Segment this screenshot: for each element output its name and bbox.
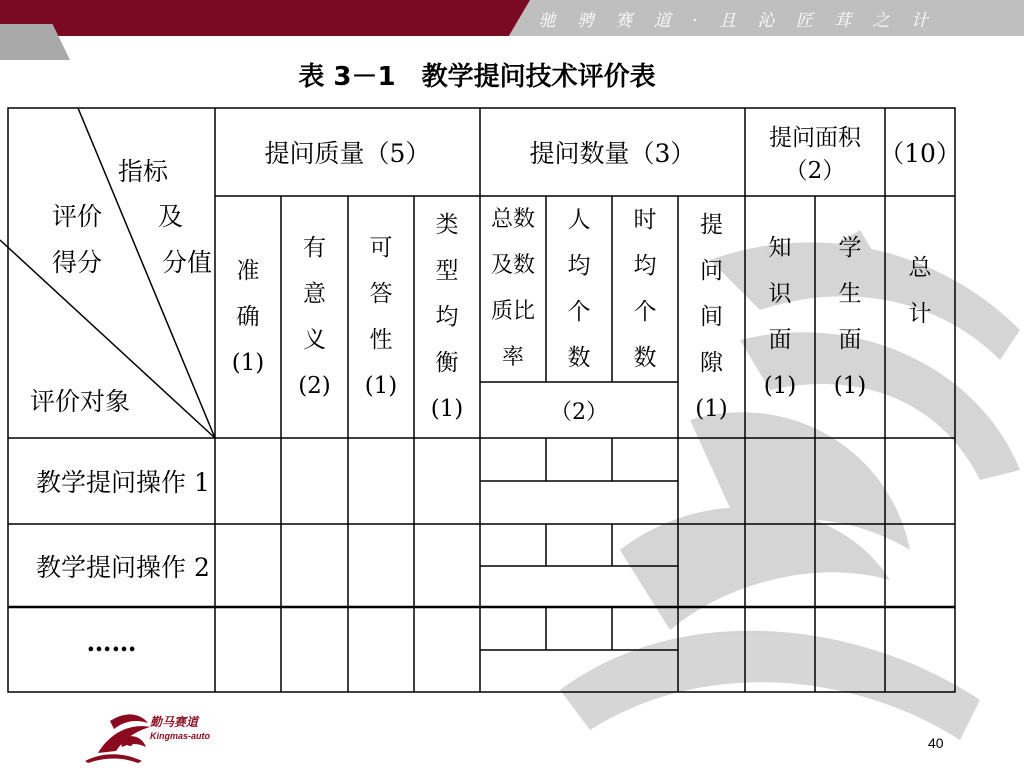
corner-label-value: 分值: [162, 248, 213, 277]
subheader-grand-total: 总 计: [908, 255, 932, 327]
subheader-meaningful: 有 意 义 (2): [298, 235, 331, 399]
subheader-per-person: 人 均 个 数: [567, 207, 591, 371]
subheader-per-time: 时 均 个 数: [633, 207, 657, 371]
table-row-label: 教学提问操作 2: [36, 552, 210, 582]
header-red-band: [0, 0, 530, 36]
subheader-quantity-subtotal: （2）: [550, 399, 608, 425]
logo-chinese-name: 勤马赛道: [150, 715, 199, 729]
group-header-quantity: 提问数量（3）: [529, 139, 696, 168]
subheader-student-area: 学 生 面 (1): [833, 235, 867, 399]
page-number: 40: [928, 735, 944, 751]
logo-english-name: Kingmas-auto: [150, 731, 211, 741]
corner-label-and: 及: [158, 202, 184, 231]
subheader-accuracy: 准 确 (1): [231, 258, 265, 376]
page-title: 表 3－1 教学提问技术评价表: [298, 62, 656, 92]
corner-label-score: 得分: [52, 248, 103, 277]
subheader-interval: 提 问 间 隙 (1): [695, 212, 728, 422]
header-slogan: 驰 骋 赛 道 · 且 沁 匠 茸 之 计: [538, 11, 936, 31]
corner-label-indicator: 指标: [118, 157, 169, 186]
subheader-type-balance: 类 型 均 衡 (1): [430, 212, 464, 422]
group-header-quality: 提问质量（5）: [264, 139, 431, 168]
table-row-label: ……: [86, 627, 137, 657]
corner-label-evaluation: 评价: [52, 202, 103, 231]
subheader-answerable: 可 答 性 (1): [364, 235, 398, 399]
group-header-total: （10）: [879, 139, 961, 168]
table-row-label: 教学提问操作 1: [36, 468, 210, 497]
subheader-knowledge-area: 知 识 面 (1): [763, 235, 797, 399]
subheader-total-ratio: 总数 及数 质比 率: [490, 207, 535, 370]
group-header-area: 提问面积（2）: [769, 125, 861, 184]
corner-label-object: 评价对象: [30, 387, 131, 416]
